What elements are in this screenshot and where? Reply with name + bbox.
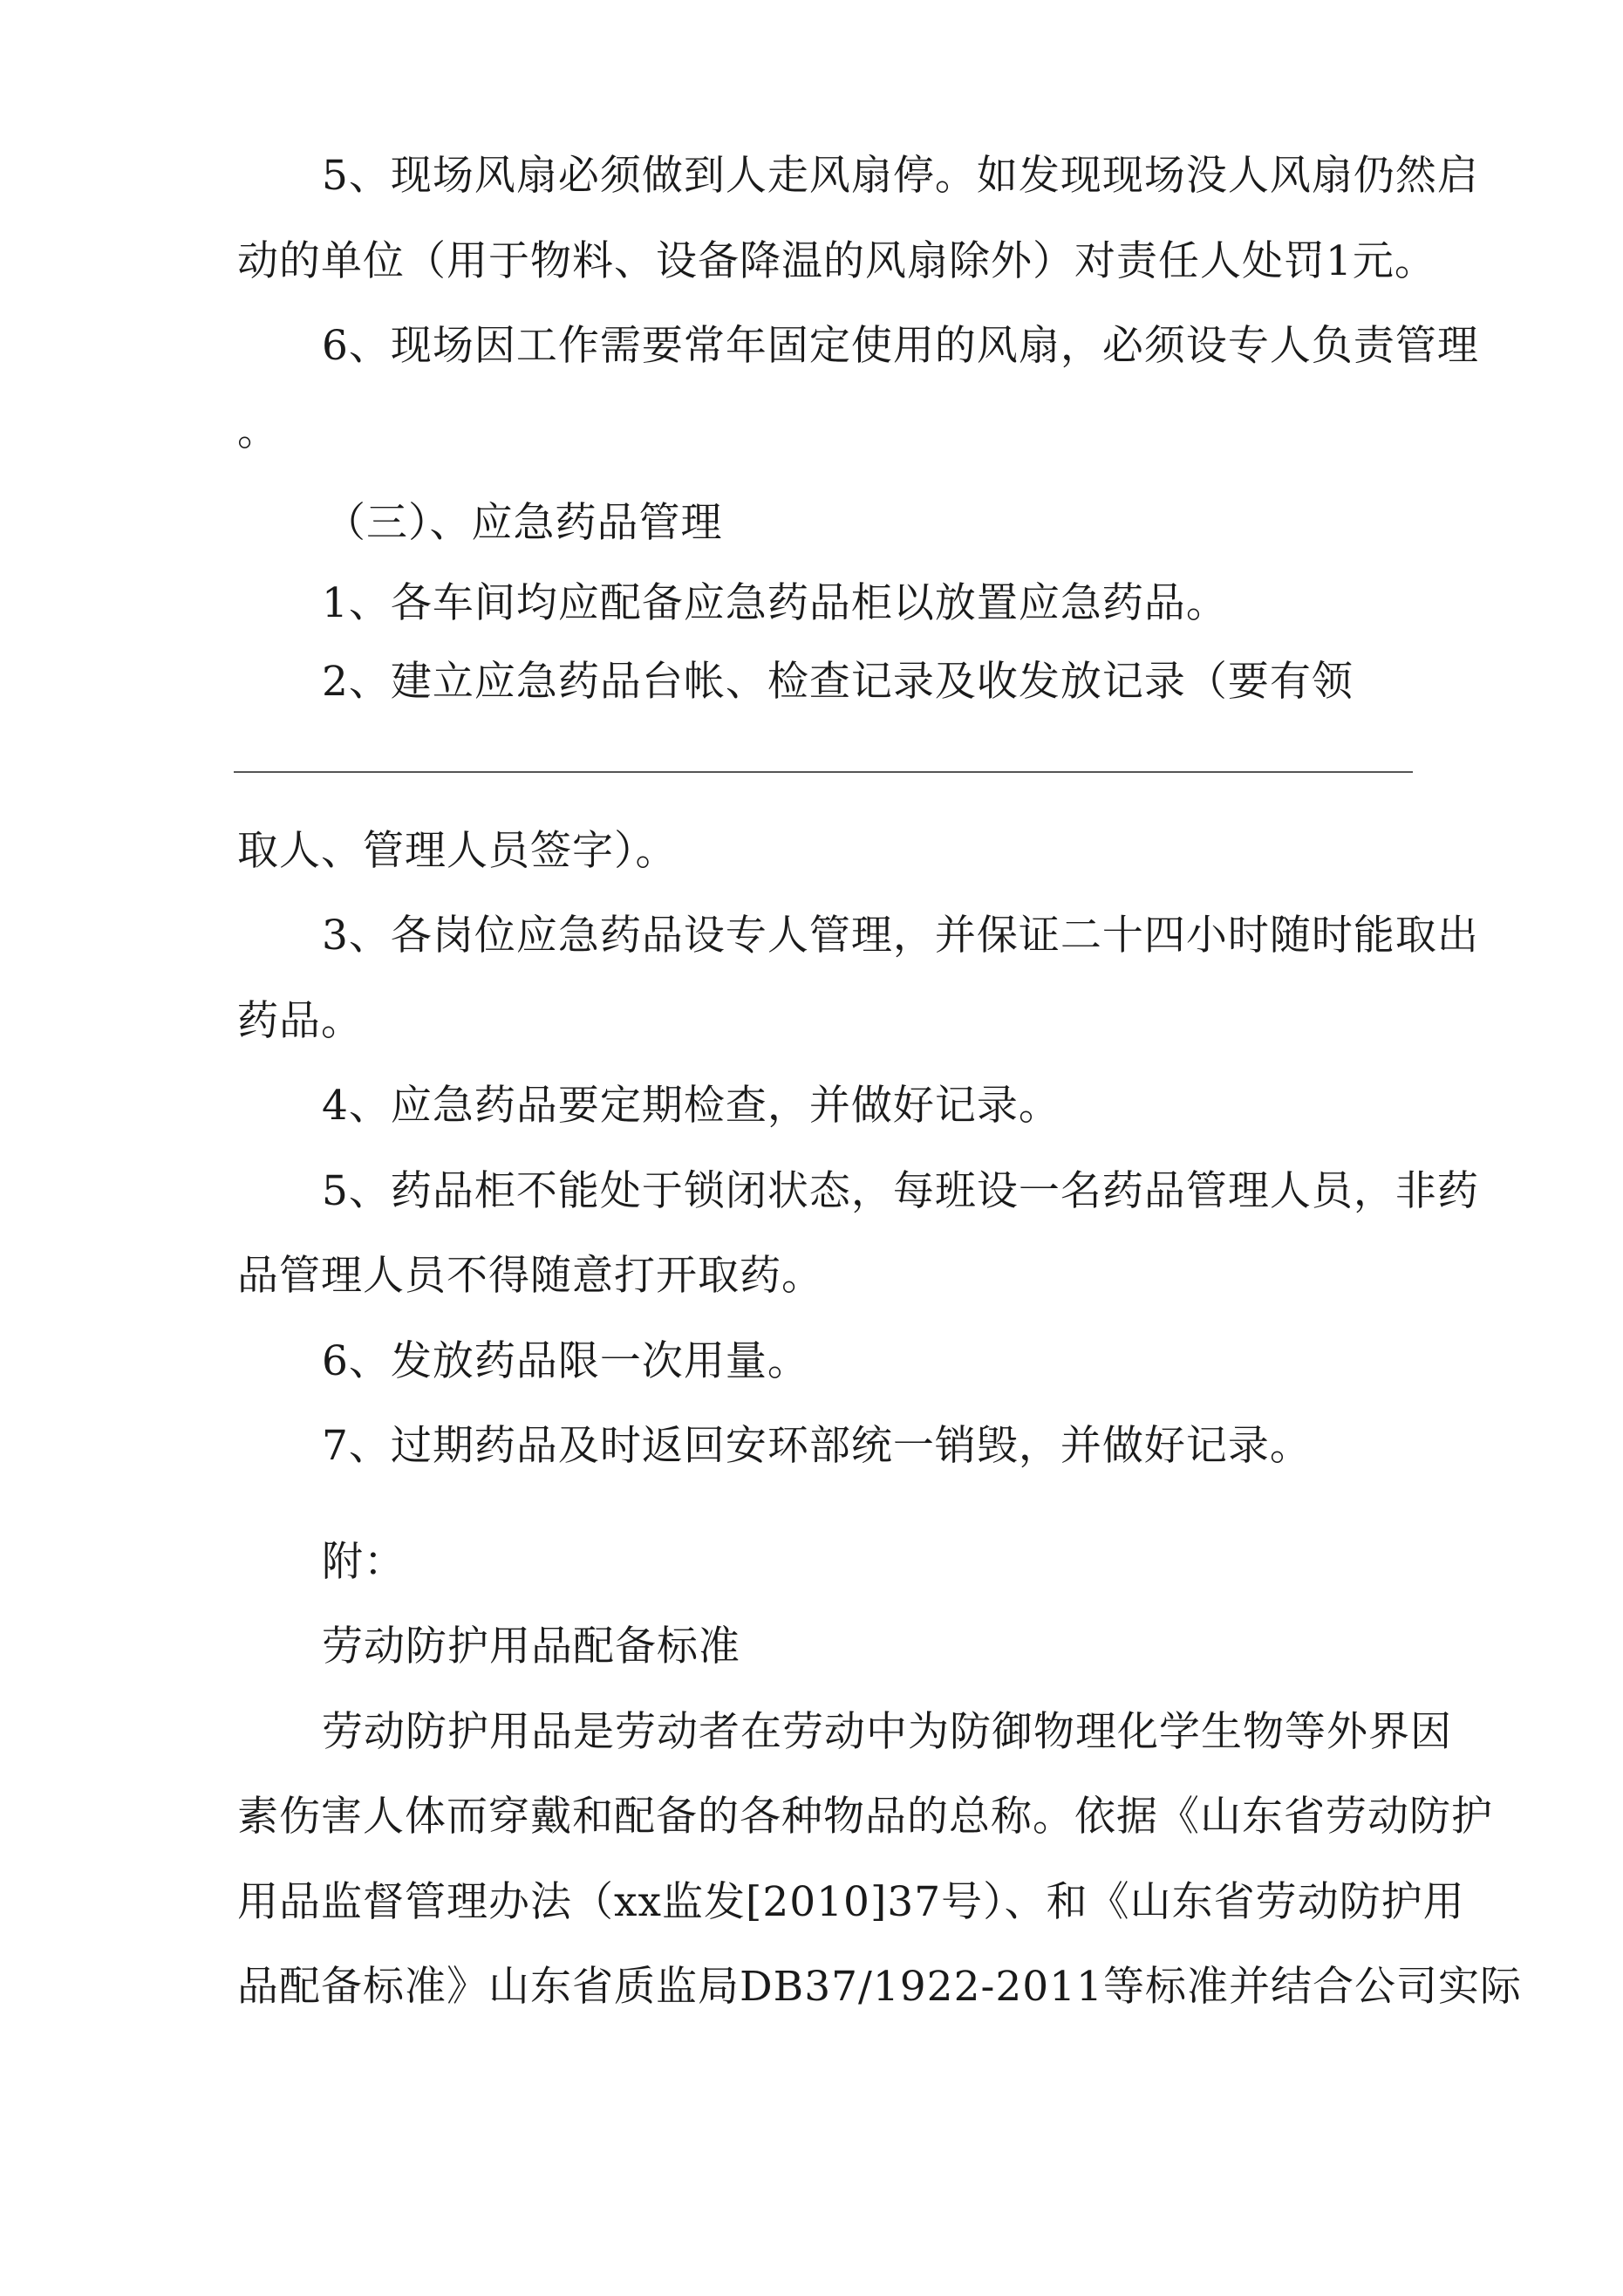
page-divider (234, 771, 1413, 773)
paragraph-line: 6、发放药品限一次用量。 (322, 1337, 809, 1385)
paragraph-line: 1、各车间均应配备应急药品柜以放置应急药品。 (322, 579, 1228, 627)
paragraph-line: 4、应急药品要定期检查，并做好记录。 (322, 1082, 1060, 1130)
paragraph-line: 素伤害人体而穿戴和配备的各种物品的总称。依据《山东省劳动防护 (237, 1793, 1493, 1841)
appendix-title: 劳动防护用品配备标准 (322, 1623, 740, 1671)
paragraph-line: 5、药品柜不能处于锁闭状态，每班设一名药品管理人员，非药 (322, 1167, 1479, 1215)
paragraph-line: 劳动防护用品是劳动者在劳动中为防御物理化学生物等外界因 (322, 1708, 1452, 1756)
paragraph-line: 6、现场因工作需要常年固定使用的风扇，必须设专人负责管理 (322, 322, 1479, 370)
paragraph-line: 动的单位（用于物料、设备降温的风扇除外）对责任人处罚1元。 (237, 237, 1436, 285)
appendix-label: 附： (322, 1538, 406, 1586)
paragraph-line: 用品监督管理办法（xx监发[2010]37号）、和《山东省劳动防护用 (237, 1878, 1465, 1926)
paragraph-line: 药品。 (237, 997, 363, 1045)
paragraph-line: 5、现场风扇必须做到人走风扇停。如发现现场没人风扇仍然启 (322, 152, 1479, 200)
paragraph-line: 品配备标准》山东省质监局DB37/1922-2011等标准并结合公司实际 (237, 1963, 1522, 2011)
paragraph-line: 品管理人员不得随意打开取药。 (237, 1252, 823, 1300)
paragraph-line: 3、各岗位应急药品设专人管理，并保证二十四小时随时能取出 (322, 912, 1479, 960)
section-heading: （三）、应急药品管理 (324, 499, 723, 547)
paragraph-line: 2、建立应急药品台帐、检查记录及收发放记录（要有领 (322, 658, 1354, 706)
paragraph-line: 取人、管理人员签字）。 (237, 827, 678, 875)
paragraph-line: 7、过期药品及时返回安环部统一销毁，并做好记录。 (322, 1422, 1312, 1470)
paragraph-line: 。 (237, 407, 279, 455)
